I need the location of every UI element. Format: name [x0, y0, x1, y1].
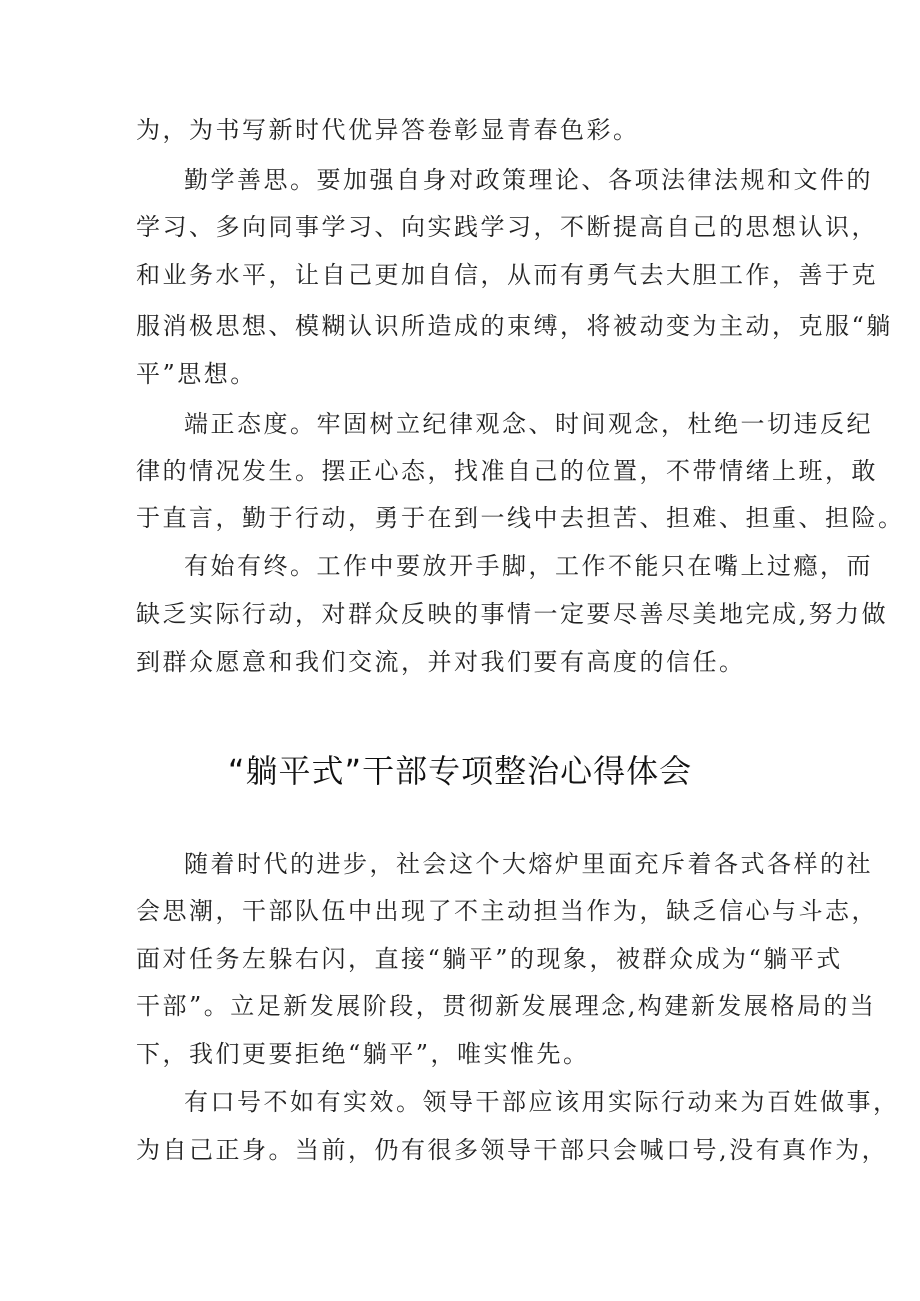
paragraph-line: 为自己正身。当前，仍有很多领导干部只会喊口号,没有真作为， — [136, 1136, 889, 1164]
paragraph-line: 端正态度。牢固树立纪律观念、时间观念，杜绝一切违反纪 — [184, 410, 873, 438]
paragraph-line: 会思潮，干部队伍中出现了不主动担当作为，缺乏信心与斗志， — [136, 897, 878, 925]
paragraph-line: 随着时代的进步，社会这个大熔炉里面充斥着各式各样的社 — [184, 850, 873, 878]
paragraph-line: 为，为书写新时代优异答卷彰显青春色彩。 — [136, 116, 640, 144]
paragraph-line: 学习、多向同事学习、向实践学习，不断提高自己的思想认识， — [136, 213, 878, 241]
paragraph-line: 到群众愿意和我们交流，并对我们要有高度的信任。 — [136, 648, 746, 676]
paragraph-line: 下，我们更要拒绝“躺平”，唯实惟先。 — [136, 1040, 590, 1068]
paragraph-line: 面对任务左躲右闪，直接“躺平”的现象，被群众成为“躺平式 — [136, 945, 843, 973]
paragraph-line: 于直言，勤于行动，勇于在到一线中去担苦、担难、担重、担险。 — [136, 504, 905, 532]
paragraph-line: 平”思想。 — [136, 360, 257, 388]
paragraph-line: 缺乏实际行动，对群众反映的事情一定要尽善尽美地完成,努力做 — [136, 600, 889, 628]
paragraph-line: 有口号不如有实效。领导干部应该用实际行动来为百姓做事， — [184, 1088, 900, 1116]
paragraph-line: 服消极思想、模糊认识所造成的束缚，将被动变为主动，克服“躺 — [136, 312, 893, 340]
paragraph-line: 和业务水平，让自己更加自信，从而有勇气去大胆工作，善于克 — [136, 261, 878, 289]
paragraph-line: 律的情况发生。摆正心态，找准自己的位置，不带情绪上班，敢 — [136, 457, 878, 485]
article-title: “躺平式”干部专项整治心得体会 — [227, 752, 693, 790]
paragraph-line: 勤学善思。要加强自身对政策理论、各项法律法规和文件的 — [184, 166, 873, 194]
paragraph-line: 有始有终。工作中要放开手脚，工作不能只在嘴上过瘾，而 — [184, 552, 873, 580]
paragraph-line: 干部”。立足新发展阶段，贯彻新发展理念,构建新发展格局的当 — [136, 992, 877, 1020]
